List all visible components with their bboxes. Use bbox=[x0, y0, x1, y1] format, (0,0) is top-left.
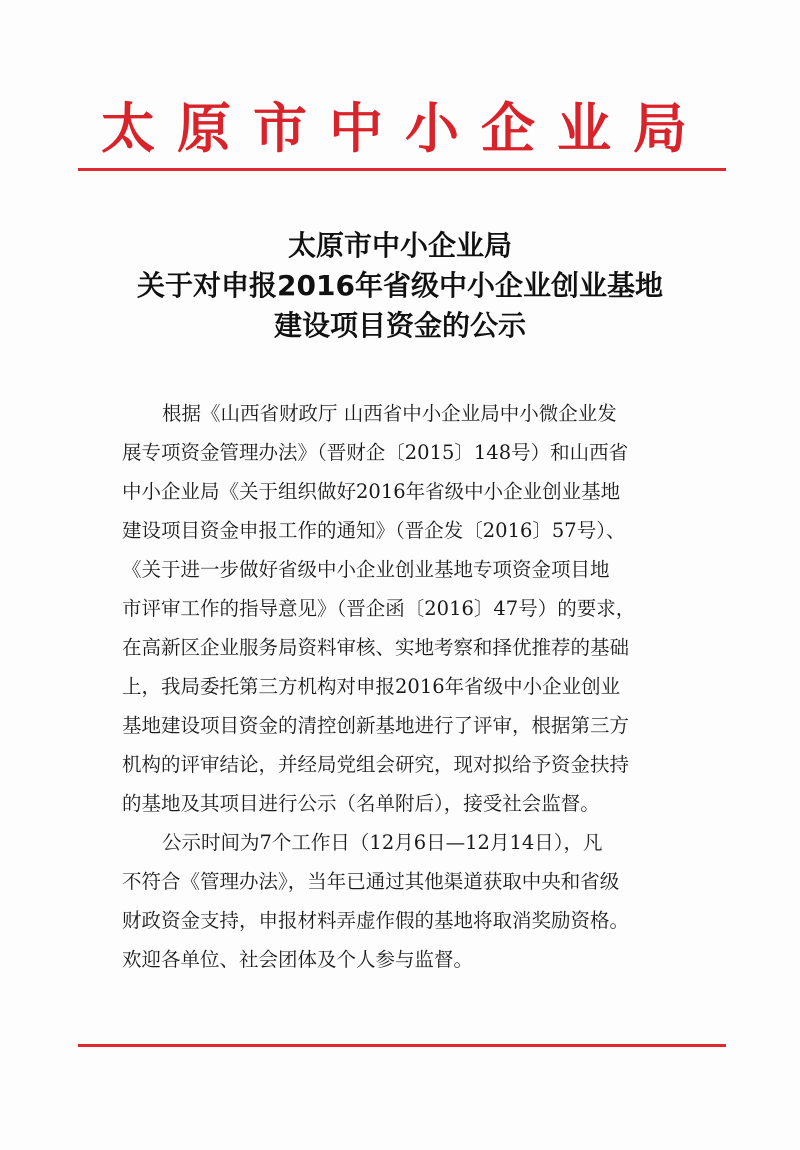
document-title bbox=[0, 226, 800, 346]
organization-header: 太原市中小企业局 bbox=[101, 96, 709, 160]
document-body bbox=[122, 394, 684, 979]
title-line: 关于对申报2016年省级中小企业创业基地 bbox=[137, 269, 663, 302]
body-line: 中小企业局《关于组织做好2016年省级中小企业创业基地 bbox=[122, 480, 621, 503]
body-line: 财政资金支持，申报材料弄虚作假的基地将取消奖励资格。 bbox=[122, 909, 630, 932]
body-line: 不符合《管理办法》，当年已通过其他渠道获取中央和省级 bbox=[122, 870, 620, 893]
body-line: 根据《山西省财政厅 山西省中小企业局中小微企业发 bbox=[162, 402, 617, 425]
body-line: 机构的评审结论，并经局党组会研究，现对拟给予资金扶持 bbox=[122, 753, 630, 776]
body-line: 基地建设项目资金的清控创新基地进行了评审，根据第三方 bbox=[122, 714, 630, 737]
body-line: 建设项目资金申报工作的通知》（晋企发〔2016〕57号）、 bbox=[122, 519, 626, 542]
header-divider-line bbox=[78, 168, 726, 171]
body-line: 欢迎各单位、社会团体及个人参与监督。 bbox=[122, 948, 474, 971]
body-line: 公示时间为7个工作日（12月6日—12月14日），凡 bbox=[162, 831, 603, 854]
body-line: 市评审工作的指导意见》（晋企函〔2016〕47号）的要求， bbox=[122, 597, 636, 620]
body-line: 在高新区企业服务局资料审核、实地考察和择优推荐的基础 bbox=[122, 636, 630, 659]
title-line: 建设项目资金的公示 bbox=[273, 309, 526, 342]
body-line: 上，我局委托第三方机构对申报2016年省级中小企业创业 bbox=[122, 675, 621, 698]
body-line: 展专项资金管理办法》（晋财企〔2015〕148号）和山西省 bbox=[122, 441, 629, 464]
body-line: 的基地及其项目进行公示（名单附后），接受社会监督。 bbox=[122, 792, 600, 815]
body-line: 《关于进一步做好省级中小企业创业基地专项资金项目地 bbox=[122, 558, 610, 581]
title-line: 太原市中小企业局 bbox=[287, 229, 512, 262]
footer-divider-line bbox=[78, 1044, 726, 1047]
